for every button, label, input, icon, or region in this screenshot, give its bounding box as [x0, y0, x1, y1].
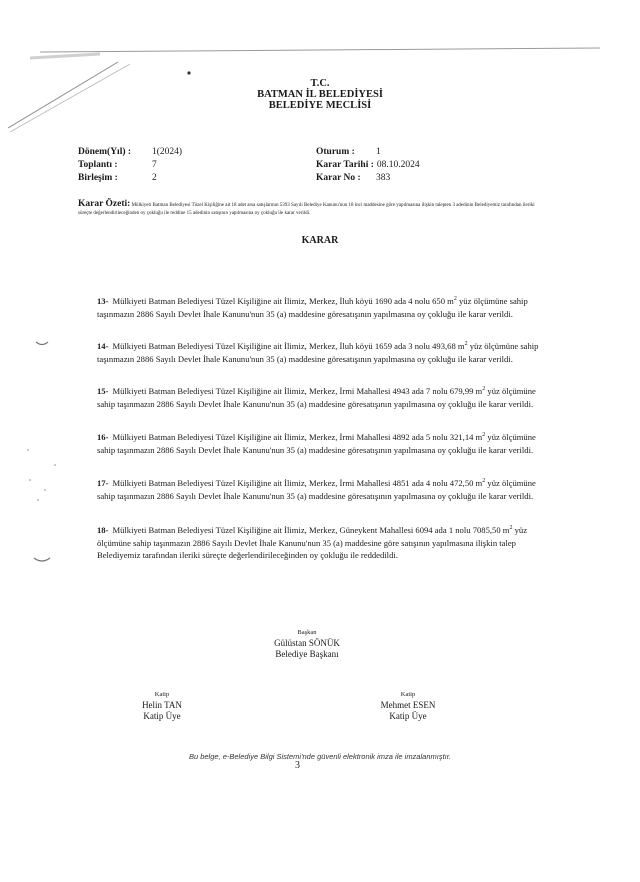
toplanti-label: Toplantı : [78, 160, 118, 170]
item-text: Mülkiyeti Batman Belediyesi Tüzel Kişiliğine ait İlimiz, Merkez, İrmi Mahallesi 4892 ada 5 nolu 321,14 m [112, 432, 483, 442]
karar-no-value: 383 [376, 173, 391, 183]
item-text-after: yüz ölçümüne sahip taşınmazın 2886 Sayılı Devlet İhale Kanunu'nun 35 (a) maddesine göresatışının yapılmasına oy çokluğu ile karar verildi. [97, 296, 528, 319]
donem-label: Dönem(Yıl) : [78, 147, 132, 157]
signature-katip-2 [348, 690, 468, 722]
list-item [97, 340, 549, 365]
list-item [97, 477, 549, 502]
item-text: Mülkiyeti Batman Belediyesi Tüzel Kişiliğine ait İlimiz, Merkez, İluh köyü 1659 ada 3 nolu 493,68 m [112, 341, 465, 351]
header-municipality: BATMAN İL BELEDİYESİ [257, 89, 383, 100]
item-sup: 2 [482, 386, 486, 393]
scan-corner-artifact [0, 0, 640, 140]
item-number: 13- [97, 296, 109, 306]
item-text-after: yüz ölçümüne sahip taşınmazın 2886 Sayılı Devlet İhale Kanunu'nun 35 (a) maddesine göre satışının yapılmasına ilişkin talep Belediyemiz tarafından ileriki süreçte değerlendirileceğinden oy çokluğu ile reddedildi. [97, 525, 528, 560]
header-council: BELEDİYE MECLİSİ [268, 100, 372, 111]
karar-title: KARAR [301, 235, 339, 246]
item-sup: 2 [453, 296, 457, 303]
karar-ozeti-label: Karar Özeti: [78, 199, 131, 209]
scan-margin-marks [0, 330, 70, 590]
page-number: 3 [295, 760, 300, 771]
list-item [97, 524, 549, 562]
item-text: Mülkiyeti Batman Belediyesi Tüzel Kişiliğine ait İlimiz, Merkez, Güneykent Mahallesi 6094 ada 1 nolu 7085,50 m [112, 525, 510, 535]
item-number: 17- [97, 478, 109, 488]
birlesim-label: Birleşim : [78, 173, 118, 183]
oturum-label: Oturum : [316, 147, 355, 157]
karar-tarihi-label: Karar Tarihi : [316, 160, 374, 170]
karar-ozeti [78, 200, 548, 218]
item-sup: 2 [482, 478, 486, 485]
item-text-after: yüz ölçümüne sahip taşınmazın 2886 Sayılı Devlet İhale Kanunu'nun 35 (a) maddesine göresatışının yapılmasına oy çokluğu ile karar verildi. [97, 386, 536, 409]
item-number: 18- [97, 525, 109, 535]
item-sup: 2 [464, 341, 468, 348]
toplanti-value: 7 [152, 160, 157, 170]
list-item [97, 385, 549, 410]
oturum-value: 1 [376, 147, 381, 157]
katip1-name: Helin TAN [142, 700, 182, 710]
birlesim-value: 2 [152, 173, 157, 183]
signature-baskan [232, 628, 382, 660]
e-signature-note: Bu belge, e-Belediye Bilgi Sistemi'nde güvenli elektronik imza ile imzalanmıştır. [188, 752, 452, 761]
karar-ozeti-text: Mülkiyeti Batman Belediyesi Tüzel Kişiliğine ait 18 adet arsa satışlarının 5393 Sayılı Belediye Kanunu'nun 18 inci maddesine göre yapılmasına ilişkin talepten 3 adedinin Belediyemiz tarafından ileriki süreçte değerlendirileceğinden oy çokluğu ile reddine 15 adedinin satışının yapılmasına oy çokluğu ile karar verildi. [78, 203, 535, 216]
header-tc: T.C. [310, 78, 330, 89]
item-sup: 2 [509, 525, 513, 532]
item-sup: 2 [482, 432, 486, 439]
baskan-title: Başkan [297, 629, 317, 636]
item-text-after: yüz ölçümüne sahip taşınmazın 2886 Sayılı Devlet İhale Kanunu'nun 35 (a) maddesine göresatışının yapılmasına oy çokluğu ile karar verildi. [97, 478, 536, 501]
baskan-name: Gülüstan SÖNÜK [274, 638, 340, 648]
karar-tarihi-value: 08.10.2024 [376, 160, 420, 170]
item-number: 15- [97, 386, 109, 396]
signature-katip-1 [102, 690, 222, 722]
karar-no-label: Karar No : [316, 173, 361, 183]
item-text: Mülkiyeti Batman Belediyesi Tüzel Kişiliğine ait İlimiz, Merkez, İrmi Mahallesi 4851 ada 4 nolu 472,50 m [112, 478, 483, 488]
baskan-role: Belediye Başkanı [275, 649, 339, 659]
item-text-after: yüz ölçümüne sahip taşınmazın 2886 Sayılı Devlet İhale Kanunu'nun 35 (a) maddesine göresatışının yapılmasına oy çokluğu ile karar verildi. [97, 341, 539, 364]
katip1-role: Katip Üye [143, 711, 181, 721]
item-text: Mülkiyeti Batman Belediyesi Tüzel Kişiliğine ait İlimiz, Merkez, İrmi Mahallesi 4943 ada 7 nolu 679,99 m [112, 386, 483, 396]
item-text: Mülkiyeti Batman Belediyesi Tüzel Kişiliğine ait İlimiz, Merkez, İluh köyü 1690 ada 4 nolu 650 m [112, 296, 454, 306]
meta-right [316, 146, 420, 185]
donem-value: 1(2024) [152, 147, 183, 157]
list-item [97, 295, 549, 320]
item-number: 14- [97, 341, 109, 351]
katip2-role: Katip Üye [389, 711, 427, 721]
item-number: 16- [97, 432, 109, 442]
katip2-title: Katip [400, 691, 416, 698]
katip2-name: Mehmet ESEN [380, 700, 436, 710]
meta-left [78, 146, 182, 185]
item-text-after: yüz ölçümüne sahip taşınmazın 2886 Sayılı Devlet İhale Kanunu'nun 35 (a) maddesine göresatışının yapılmasına oy çokluğu ile karar verildi. [97, 432, 536, 455]
katip1-title: Katip [154, 691, 170, 698]
list-item [97, 431, 549, 456]
